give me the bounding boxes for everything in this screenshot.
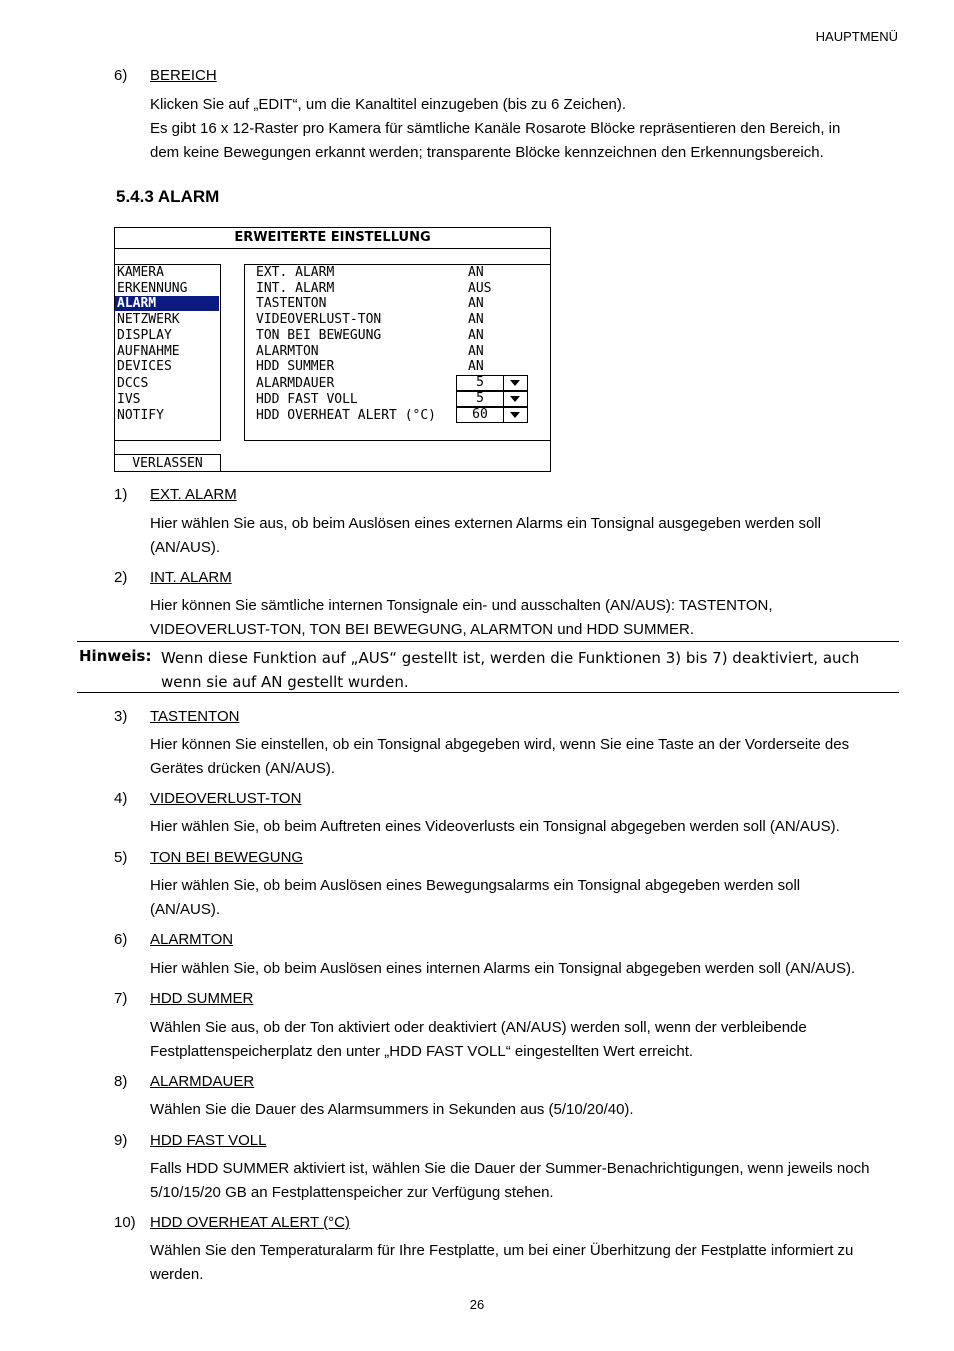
page-number: 26 — [469, 1297, 485, 1312]
chevron-down-icon[interactable] — [503, 376, 527, 390]
item-title: ALARMDAUER — [150, 1073, 255, 1090]
menu-item-kamera[interactable]: KAMERA — [117, 265, 164, 280]
section-title: 5.4.3 ALARM — [116, 187, 220, 206]
text-line: Klicken Sie auf „EDIT“, um die Kanaltitel einzugeben (bis zu 6 Zeichen). — [150, 96, 627, 113]
item-title: TASTENTON — [150, 708, 240, 725]
menu-item-erkennung[interactable]: ERKENNUNG — [117, 281, 188, 296]
item-title: EXT. ALARM — [150, 486, 237, 503]
item-description — [150, 1239, 902, 1287]
note-label: Hinweis: — [79, 647, 152, 665]
item-title: HDD OVERHEAT ALERT (°C) — [150, 1214, 350, 1231]
option-value[interactable]: AN — [468, 344, 484, 359]
select-value: 60 — [472, 407, 488, 422]
text-line: Hier wählen Sie, ob beim Auslösen eines internen Alarms ein Tonsignal abgegeben werden soll (AN/AUS). — [150, 960, 856, 977]
item-number: 10) — [114, 1214, 136, 1231]
item-title: INT. ALARM — [150, 569, 232, 586]
item-description — [150, 1098, 902, 1122]
menu-item-devices[interactable]: DEVICES — [117, 359, 172, 374]
menu-category-list — [115, 264, 221, 441]
select-value: 5 — [476, 391, 484, 406]
text-line: Falls HDD SUMMER aktiviert ist, wählen Sie die Dauer der Summer-Benachrichtigungen, wenn jeweils noch — [150, 1160, 870, 1177]
note-text — [161, 646, 901, 694]
item-number: 7) — [114, 990, 128, 1007]
text-line: Hier wählen Sie, ob beim Auftreten eines Videoverlusts ein Tonsignal abgegeben werden soll (AN/AUS). — [150, 818, 840, 835]
text-line: wenn sie auf AN gestellt wurden. — [161, 673, 409, 691]
running-header: HAUPTMENÜ — [815, 29, 898, 44]
item-description — [150, 594, 902, 642]
item-title: HDD FAST VOLL — [150, 1132, 267, 1149]
text-line: werden. — [150, 1266, 204, 1283]
item-description — [150, 512, 902, 560]
text-line: Hier können Sie sämtliche internen Tonsignale ein- und ausschalten (AN/AUS): TASTENTON, — [150, 597, 773, 614]
menu-item-notify[interactable]: NOTIFY — [117, 408, 164, 423]
exit-button[interactable]: VERLASSEN — [115, 454, 221, 471]
text-line: (AN/AUS). — [150, 901, 221, 918]
option-label: ALARMDAUER — [256, 376, 335, 391]
text-line: dem keine Bewegungen erkannt werden; transparente Blöcke kennzeichnen den Erkennungsbereich. — [150, 144, 824, 161]
option-label: TON BEI BEWEGUNG — [256, 328, 382, 343]
option-label: EXT. ALARM — [256, 265, 335, 280]
item-number: 8) — [114, 1073, 128, 1090]
item-description — [150, 815, 902, 839]
item-title: BEREICH — [150, 67, 217, 84]
option-value[interactable]: AN — [468, 328, 484, 343]
text-line: Hier können Sie einstellen, ob ein Tonsignal abgegeben wird, wenn Sie eine Taste an der Vorderseite des — [150, 736, 850, 753]
option-value[interactable]: AUS — [468, 281, 492, 296]
item-title: ALARMTON — [150, 931, 234, 948]
option-value[interactable]: AN — [468, 296, 484, 311]
select-value: 5 — [476, 375, 484, 390]
text-line: Es gibt 16 x 12-Raster pro Kamera für sämtliche Kanäle Rosarote Blöcke repräsentieren den Bereich, in — [150, 120, 841, 137]
item-title: VIDEOVERLUST-TON — [150, 790, 302, 807]
item-title: TON BEI BEWEGUNG — [150, 849, 304, 866]
chevron-down-icon[interactable] — [503, 392, 527, 406]
menu-item-netzwerk[interactable]: NETZWERK — [117, 312, 180, 327]
text-line: Hier wählen Sie, ob beim Auslösen eines Bewegungsalarms ein Tonsignal abgegeben werden soll — [150, 877, 801, 894]
item-number: 6) — [114, 931, 128, 948]
text-line: VIDEOVERLUST-TON, TON BEI BEWEGUNG, ALARMTON und HDD SUMMER. — [150, 621, 694, 638]
option-label: VIDEOVERLUST-TON — [256, 312, 382, 327]
text-line: Festplattenspeicherplatz den unter „HDD FAST VOLL“ eingestellten Wert erreicht. — [150, 1043, 694, 1060]
option-label: INT. ALARM — [256, 281, 335, 296]
text-line: Wenn diese Funktion auf „AUS“ gestellt ist, werden die Funktionen 3) bis 7) deaktiviert, auch — [161, 649, 860, 667]
note-box — [77, 641, 899, 693]
alarm-options-panel — [244, 264, 551, 441]
option-value[interactable]: AN — [468, 265, 484, 280]
option-label: TASTENTON — [256, 296, 327, 311]
text-line: (AN/AUS). — [150, 539, 221, 556]
item-number: 2) — [114, 569, 128, 586]
option-label: HDD OVERHEAT ALERT (°C) — [256, 408, 437, 423]
menu-item-display[interactable]: DISPLAY — [117, 328, 172, 343]
option-label: HDD SUMMER — [256, 359, 335, 374]
item-description — [150, 1157, 902, 1205]
text-line: Hier wählen Sie aus, ob beim Auslösen eines externen Alarms ein Tonsignal ausgegeben werden soll — [150, 515, 821, 532]
item-title: HDD SUMMER — [150, 990, 254, 1007]
text-line: 5/10/15/20 GB an Festplattenspeicher zur Verfügung stehen. — [150, 1184, 554, 1201]
item-description — [150, 93, 902, 165]
text-line: Wählen Sie die Dauer des Alarmsummers in Sekunden aus (5/10/20/40). — [150, 1101, 634, 1118]
settings-menu-screenshot — [114, 227, 551, 472]
alarmdauer-select[interactable] — [456, 375, 528, 391]
item-description — [150, 733, 902, 781]
menu-title: ERWEITERTE EINSTELLUNG — [115, 228, 550, 249]
option-label: HDD FAST VOLL — [256, 392, 358, 407]
text-line: Wählen Sie aus, ob der Ton aktiviert oder deaktiviert (AN/AUS) werden soll, wenn der verbleibende — [150, 1019, 807, 1036]
hdd-fast-voll-select[interactable] — [456, 391, 528, 407]
option-value[interactable]: AN — [468, 359, 484, 374]
text-line: Wählen Sie den Temperaturalarm für Ihre Festplatte, um bei einer Überhitzung der Festplatte informiert zu — [150, 1242, 854, 1259]
item-number: 3) — [114, 708, 128, 725]
item-number: 1) — [114, 486, 128, 503]
item-number: 6) — [114, 67, 128, 84]
item-number: 5) — [114, 849, 128, 866]
hdd-overheat-select[interactable] — [456, 407, 528, 423]
item-number: 4) — [114, 790, 128, 807]
option-label: ALARMTON — [256, 344, 319, 359]
menu-item-dccs[interactable]: DCCS — [117, 376, 149, 391]
option-value[interactable]: AN — [468, 312, 484, 327]
item-description — [150, 1016, 902, 1064]
item-description — [150, 957, 902, 981]
item-number: 9) — [114, 1132, 128, 1149]
menu-item-aufnahme[interactable]: AUFNAHME — [117, 344, 180, 359]
item-description — [150, 874, 902, 922]
menu-item-ivs[interactable]: IVS — [117, 392, 141, 407]
chevron-down-icon[interactable] — [503, 408, 527, 422]
text-line: Gerätes drücken (AN/AUS). — [150, 760, 336, 777]
menu-item-alarm[interactable]: ALARM — [115, 296, 219, 311]
